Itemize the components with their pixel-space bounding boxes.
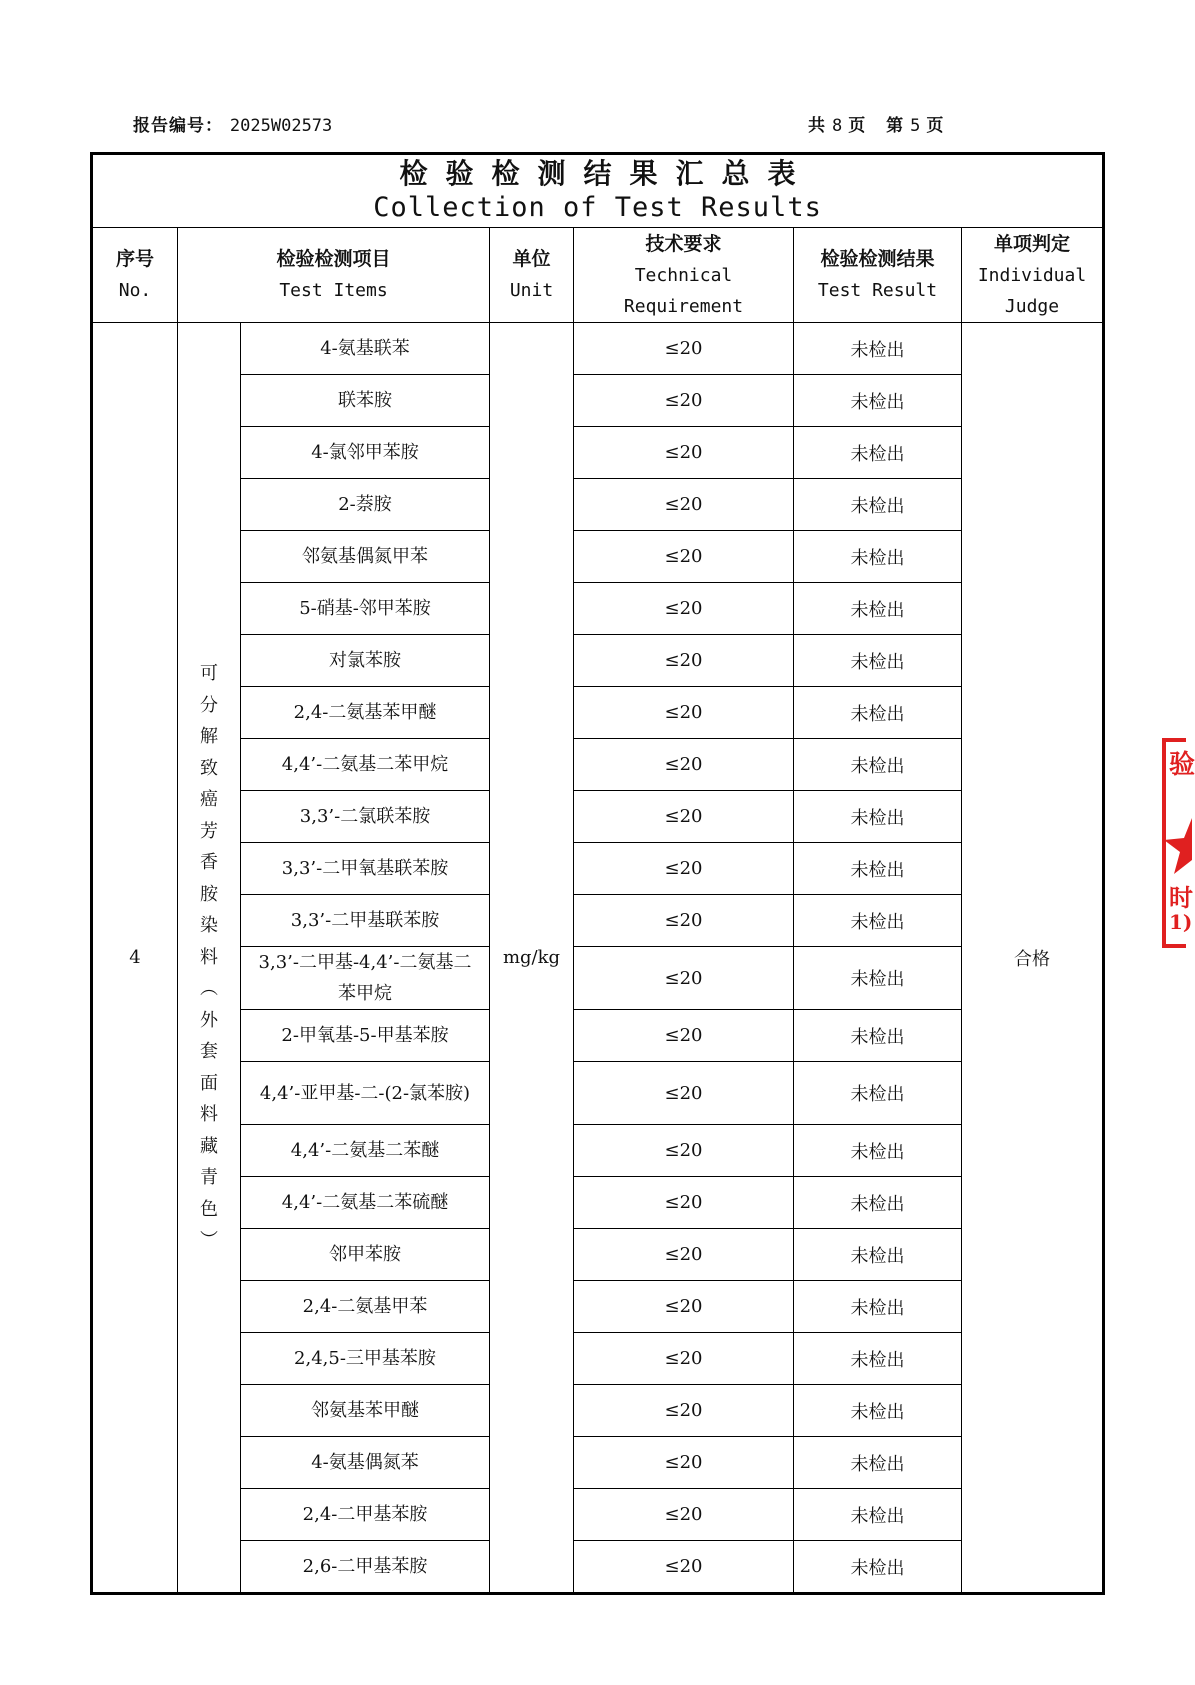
col-header-result-cn: 检验检测结果 bbox=[820, 248, 935, 270]
table-title-en: Collection of Test Results bbox=[373, 192, 822, 223]
technical-requirement: ≤20 bbox=[574, 1281, 794, 1333]
technical-requirement: ≤20 bbox=[574, 791, 794, 843]
table-row bbox=[92, 1541, 1104, 1594]
col-header-items bbox=[178, 228, 490, 323]
test-result: 未检出 bbox=[794, 1385, 962, 1437]
col-header-req-en1: Technical bbox=[634, 264, 733, 286]
test-item-name: 2-萘胺 bbox=[241, 479, 490, 531]
test-result: 未检出 bbox=[794, 791, 962, 843]
technical-requirement: ≤20 bbox=[574, 323, 794, 375]
category-char: 染 bbox=[200, 915, 218, 937]
test-result: 未检出 bbox=[794, 895, 962, 947]
stamp-char-top: 验 bbox=[1169, 750, 1195, 780]
table-row bbox=[92, 375, 1104, 427]
col-header-req-cn: 技术要求 bbox=[645, 232, 722, 255]
page-indicator bbox=[808, 111, 950, 136]
test-item-name: 联苯胺 bbox=[241, 375, 490, 427]
col-header-no-en: No. bbox=[118, 280, 152, 301]
technical-requirement: ≤20 bbox=[574, 1125, 794, 1177]
test-item-name: 4-氯邻甲苯胺 bbox=[241, 427, 490, 479]
technical-requirement: ≤20 bbox=[574, 1229, 794, 1281]
technical-requirement: ≤20 bbox=[574, 531, 794, 583]
column-header-row bbox=[92, 228, 1104, 323]
results-table bbox=[90, 152, 1105, 1595]
test-item-name: 邻甲苯胺 bbox=[241, 1229, 490, 1281]
test-item-name: 4,4’-二氨基二苯甲烷 bbox=[241, 739, 490, 791]
table-row bbox=[92, 791, 1104, 843]
test-result: 未检出 bbox=[794, 583, 962, 635]
category-char: 料 bbox=[200, 946, 218, 968]
col-header-items-cn: 检验检测项目 bbox=[276, 248, 391, 270]
stamp-char-bottom: 时 bbox=[1169, 883, 1193, 912]
current-page-prefix: 第 bbox=[886, 116, 905, 136]
test-result: 未检出 bbox=[794, 427, 962, 479]
table-title-cn: 检验检测结果汇总表 bbox=[399, 157, 814, 190]
current-page: 5 bbox=[910, 116, 921, 136]
test-item-name: 4-氨基联苯 bbox=[241, 323, 490, 375]
test-item-name: 5-硝基-邻甲苯胺 bbox=[241, 583, 490, 635]
test-item-name: 2,4-二氨基苯甲醚 bbox=[241, 687, 490, 739]
star-icon bbox=[1162, 816, 1192, 876]
technical-requirement: ≤20 bbox=[574, 947, 794, 1010]
test-item-name: 4,4’-亚甲基-二-(2-氯苯胺) bbox=[241, 1062, 490, 1125]
category-char: 癌 bbox=[200, 789, 218, 811]
test-result: 未检出 bbox=[794, 687, 962, 739]
technical-requirement: ≤20 bbox=[574, 583, 794, 635]
test-result: 未检出 bbox=[794, 843, 962, 895]
col-header-judge-en1: Individual bbox=[977, 264, 1087, 286]
technical-requirement: ≤20 bbox=[574, 1541, 794, 1594]
technical-requirement: ≤20 bbox=[574, 687, 794, 739]
test-item-name: 对氯苯胺 bbox=[241, 635, 490, 687]
test-result: 未检出 bbox=[794, 1177, 962, 1229]
col-header-no-cn: 序号 bbox=[115, 248, 154, 270]
test-item-name: 2,4,5-三甲基苯胺 bbox=[241, 1333, 490, 1385]
table-row bbox=[92, 1281, 1104, 1333]
test-result: 未检出 bbox=[794, 1541, 962, 1594]
category-char: 青 bbox=[200, 1167, 218, 1189]
col-header-no bbox=[92, 228, 178, 323]
technical-requirement: ≤20 bbox=[574, 635, 794, 687]
table-row bbox=[92, 1125, 1104, 1177]
col-header-result bbox=[794, 228, 962, 323]
report-number bbox=[133, 111, 332, 136]
col-header-unit-en: Unit bbox=[509, 280, 554, 301]
technical-requirement: ≤20 bbox=[574, 895, 794, 947]
page-unit: 页 bbox=[848, 116, 867, 136]
col-header-requirement bbox=[574, 228, 794, 323]
category-char: 致 bbox=[200, 757, 218, 779]
table-row bbox=[92, 1385, 1104, 1437]
test-item-name: 邻氨基苯甲醚 bbox=[241, 1385, 490, 1437]
group-category-vertical bbox=[178, 323, 241, 1594]
test-item-name: 2-甲氧基-5-甲基苯胺 bbox=[241, 1010, 490, 1062]
category-char: 可 bbox=[200, 663, 218, 685]
test-result: 未检出 bbox=[794, 1333, 962, 1385]
table-row bbox=[92, 947, 1104, 1010]
test-item-name: 2,6-二甲基苯胺 bbox=[241, 1541, 490, 1594]
table-row bbox=[92, 479, 1104, 531]
technical-requirement: ≤20 bbox=[574, 1010, 794, 1062]
report-number-label: 报告编号： bbox=[133, 116, 223, 136]
red-seal-stamp bbox=[1160, 738, 1195, 948]
technical-requirement: ≤20 bbox=[574, 739, 794, 791]
table-row bbox=[92, 1489, 1104, 1541]
test-result: 未检出 bbox=[794, 947, 962, 1010]
category-char: 香 bbox=[200, 852, 218, 874]
table-row bbox=[92, 1010, 1104, 1062]
test-item-name: 3,3’-二甲氧基联苯胺 bbox=[241, 843, 490, 895]
test-result: 未检出 bbox=[794, 1437, 962, 1489]
technical-requirement: ≤20 bbox=[574, 1489, 794, 1541]
category-char: 芳 bbox=[200, 820, 218, 842]
col-header-unit bbox=[490, 228, 574, 323]
technical-requirement: ≤20 bbox=[574, 1062, 794, 1125]
test-result: 未检出 bbox=[794, 1010, 962, 1062]
col-header-judge-cn: 单项判定 bbox=[994, 232, 1071, 255]
test-result: 未检出 bbox=[794, 323, 962, 375]
test-result: 未检出 bbox=[794, 1281, 962, 1333]
category-char: 面 bbox=[200, 1072, 218, 1094]
table-row bbox=[92, 635, 1104, 687]
table-row bbox=[92, 895, 1104, 947]
col-header-judge-en2: Judge bbox=[1004, 295, 1060, 317]
table-row bbox=[92, 583, 1104, 635]
col-header-items-en: Test Items bbox=[279, 280, 388, 301]
test-result: 未检出 bbox=[794, 1125, 962, 1177]
category-char: 解 bbox=[200, 726, 218, 748]
table-row bbox=[92, 687, 1104, 739]
table-row bbox=[92, 843, 1104, 895]
category-char: 色 bbox=[200, 1198, 218, 1220]
table-row bbox=[92, 1062, 1104, 1125]
col-header-unit-cn: 单位 bbox=[512, 248, 551, 270]
technical-requirement: ≤20 bbox=[574, 479, 794, 531]
group-judgement: 合格 bbox=[962, 323, 1104, 1594]
test-item-name: 3,3’-二甲基联苯胺 bbox=[241, 895, 490, 947]
test-item-name: 3,3’-二甲基-4,4’-二氨基二苯甲烷 bbox=[241, 947, 490, 1010]
col-header-req-en2: Requirement bbox=[623, 295, 744, 317]
test-result: 未检出 bbox=[794, 635, 962, 687]
technical-requirement: ≤20 bbox=[574, 1385, 794, 1437]
table-row bbox=[92, 1229, 1104, 1281]
table-row bbox=[92, 1177, 1104, 1229]
test-result: 未检出 bbox=[794, 1062, 962, 1125]
group-number: 4 bbox=[92, 323, 178, 1594]
total-pages: 8 bbox=[832, 116, 843, 136]
technical-requirement: ≤20 bbox=[574, 1437, 794, 1489]
table-row bbox=[92, 739, 1104, 791]
test-result: 未检出 bbox=[794, 375, 962, 427]
test-item-name: 2,4-二氨基甲苯 bbox=[241, 1281, 490, 1333]
category-char: 料 bbox=[200, 1104, 218, 1126]
col-header-judge bbox=[962, 228, 1104, 323]
page-unit: 页 bbox=[926, 116, 945, 136]
table-row bbox=[92, 531, 1104, 583]
total-pages-prefix: 共 bbox=[808, 116, 826, 136]
category-char: ︵ bbox=[200, 978, 218, 1000]
table-row bbox=[92, 1437, 1104, 1489]
test-item-name: 4-氨基偶氮苯 bbox=[241, 1437, 490, 1489]
category-char: 套 bbox=[200, 1041, 218, 1063]
category-char: ︶ bbox=[200, 1230, 218, 1252]
technical-requirement: ≤20 bbox=[574, 843, 794, 895]
test-result: 未检出 bbox=[794, 479, 962, 531]
technical-requirement: ≤20 bbox=[574, 427, 794, 479]
test-result: 未检出 bbox=[794, 739, 962, 791]
category-char: 分 bbox=[200, 694, 218, 716]
category-char: 胺 bbox=[200, 883, 218, 905]
table-title bbox=[92, 154, 1104, 228]
report-number-value: 2025W02573 bbox=[229, 116, 333, 136]
col-header-result-en: Test Result bbox=[817, 280, 938, 301]
technical-requirement: ≤20 bbox=[574, 1177, 794, 1229]
group-unit: mg/kg bbox=[490, 323, 574, 1594]
test-result: 未检出 bbox=[794, 1229, 962, 1281]
category-char: 藏 bbox=[200, 1135, 218, 1157]
technical-requirement: ≤20 bbox=[574, 375, 794, 427]
table-row bbox=[92, 1333, 1104, 1385]
test-item-name: 邻氨基偶氮甲苯 bbox=[241, 531, 490, 583]
test-result: 未检出 bbox=[794, 1489, 962, 1541]
table-row bbox=[92, 323, 1104, 375]
test-item-name: 4,4’-二氨基二苯硫醚 bbox=[241, 1177, 490, 1229]
stamp-fragment: 1) bbox=[1169, 910, 1193, 934]
test-item-name: 4,4’-二氨基二苯醚 bbox=[241, 1125, 490, 1177]
test-item-name: 2,4-二甲基苯胺 bbox=[241, 1489, 490, 1541]
category-char: 外 bbox=[200, 1009, 218, 1031]
technical-requirement: ≤20 bbox=[574, 1333, 794, 1385]
test-item-name: 3,3’-二氯联苯胺 bbox=[241, 791, 490, 843]
table-row bbox=[92, 427, 1104, 479]
test-result: 未检出 bbox=[794, 531, 962, 583]
